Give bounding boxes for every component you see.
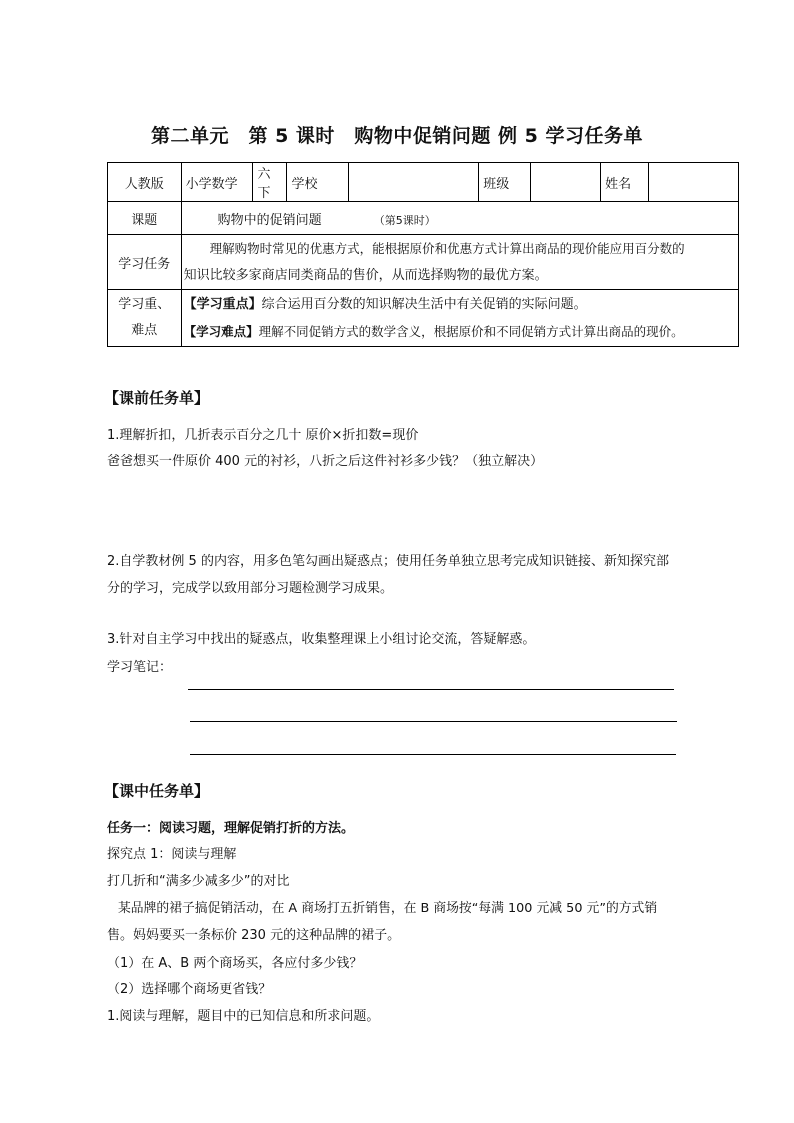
topic-label: 课题 bbox=[108, 202, 182, 235]
name-field[interactable] bbox=[649, 163, 739, 202]
key-label-line-1: 学习重、 bbox=[118, 297, 171, 312]
subject-cell: 小学数学 bbox=[181, 163, 253, 202]
difficulty-line bbox=[184, 318, 736, 345]
problem-line-2: 售。妈妈要买一条标价 230 元的这种品牌的裙子。 bbox=[107, 928, 401, 943]
grade-cell: 六下 bbox=[253, 163, 287, 202]
pre-class-heading: 【课前任务单】 bbox=[104, 389, 210, 407]
pre-item-3: 3.针对自主学习中找出的疑惑点，收集整理课上小组讨论交流，答疑解惑。 bbox=[107, 632, 536, 647]
question-2: （2）选择哪个商场更省钱？ bbox=[107, 982, 272, 997]
pre-item-2-line-2: 分的学习，完成学以致用部分习题检测学习成果。 bbox=[107, 581, 394, 596]
step-1: 1.阅读与理解，题目中的已知信息和所求问题。 bbox=[107, 1009, 380, 1024]
key-point-text: 综合运用百分数的知识解决生活中有关促销的实际问题。 bbox=[261, 297, 587, 312]
task-line-1: 理解购物时常见的优惠方式，能根据原价和优惠方式计算出商品的现价能应用百分数的 bbox=[209, 241, 685, 256]
class-label: 班级 bbox=[479, 163, 531, 202]
problem-line-1: 某品牌的裙子搞促销活动，在 A 商场打五折销售，在 B 商场按“每满 100 元减 50 元”的方式销 bbox=[118, 901, 658, 916]
school-label: 学校 bbox=[287, 163, 349, 202]
pre-item-2-line-1: 2.自学教材例 5 的内容，用多色笔勾画出疑惑点；使用任务单独立思考完成知识链接、新知探究部 bbox=[107, 554, 669, 569]
pre-item-1: 1.理解折扣，几折表示百分之几十 原价×折扣数=现价 bbox=[107, 428, 419, 443]
key-label-line-2: 难点 bbox=[131, 323, 158, 338]
notes-label: 学习笔记： bbox=[107, 660, 173, 675]
table-row-key-points bbox=[108, 290, 739, 347]
explore-point-1: 探究点 1：阅读与理解 bbox=[107, 847, 237, 862]
table-row-task bbox=[108, 235, 739, 290]
pre-item-1-question: 爸爸想买一件原价 400 元的衬衫，八折之后这件衬衫多少钱？（独立解决） bbox=[107, 454, 544, 469]
page-title: 第二单元 第 5 课时 购物中促销问题 例 5 学习任务单 bbox=[150, 125, 643, 147]
key-label bbox=[108, 290, 182, 347]
info-table bbox=[107, 162, 739, 347]
note-line-2[interactable] bbox=[190, 721, 677, 722]
compare-title: 打几折和“满多少减多少”的对比 bbox=[107, 874, 290, 889]
in-class-heading: 【课中任务单】 bbox=[104, 782, 210, 800]
task-label: 学习任务 bbox=[108, 235, 182, 290]
key-point-line bbox=[184, 291, 736, 318]
task-1-title: 任务一：阅读习题，理解促销打折的方法。 bbox=[107, 821, 355, 836]
difficulty-tag: 【学习难点】 bbox=[183, 324, 259, 339]
topic-lesson: （第5课时） bbox=[373, 213, 436, 227]
key-cell bbox=[181, 290, 738, 347]
topic-value: 购物中的促销问题 bbox=[217, 212, 322, 228]
task-line-2: 知识比较多家商店同类商品的售价，从而选择购物的最优方案。 bbox=[183, 268, 548, 283]
edition-cell: 人教版 bbox=[108, 163, 182, 202]
table-row-header bbox=[108, 163, 739, 202]
note-line-3[interactable] bbox=[190, 754, 676, 755]
note-line-1[interactable] bbox=[188, 689, 674, 690]
class-field[interactable] bbox=[531, 163, 601, 202]
task-cell bbox=[181, 235, 738, 290]
key-point-tag: 【学习重点】 bbox=[183, 297, 262, 312]
school-field[interactable] bbox=[349, 163, 479, 202]
difficulty-text: 理解不同促销方式的数学含义，根据原价和不同促销方式计算出商品的现价。 bbox=[258, 324, 684, 339]
table-row-topic bbox=[108, 202, 739, 235]
name-label: 姓名 bbox=[601, 163, 649, 202]
question-1: （1）在 A、B 两个商场买，各应付多少钱？ bbox=[107, 956, 363, 971]
topic-cell bbox=[181, 202, 738, 235]
